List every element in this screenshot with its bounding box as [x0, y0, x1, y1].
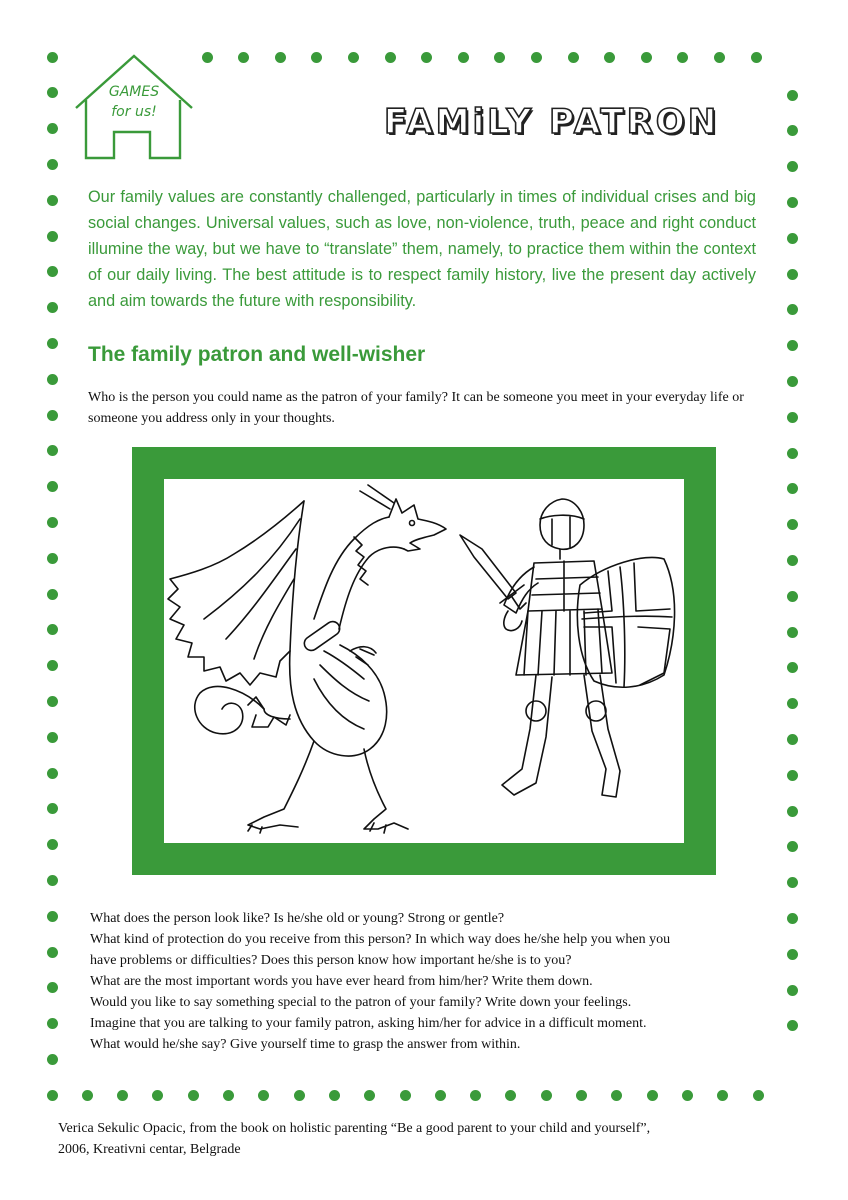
question-line: What would he/she say? Give yourself time to grasp the answer from within. — [90, 1037, 521, 1052]
patron-question: Who is the person you could name as the patron of your family? It can be someone you meet in your everyday life or someone you address only in your thoughts. — [88, 390, 744, 426]
logo-line-1: GAMES — [108, 84, 160, 100]
sword — [460, 535, 526, 609]
border-dot — [47, 374, 58, 385]
border-dot — [294, 1090, 305, 1101]
border-dot — [787, 591, 798, 602]
reflection-questions — [90, 908, 770, 1055]
border-dot — [47, 839, 58, 850]
border-dot — [47, 660, 58, 671]
border-dot — [576, 1090, 587, 1101]
border-dot — [787, 519, 798, 530]
border-dot — [258, 1090, 269, 1101]
border-dot — [400, 1090, 411, 1101]
border-dot — [787, 627, 798, 638]
border-dot — [385, 52, 396, 63]
border-dot — [47, 445, 58, 456]
border-dot — [611, 1090, 622, 1101]
border-dot — [348, 52, 359, 63]
border-dot — [787, 806, 798, 817]
border-dot — [47, 338, 58, 349]
border-dot — [787, 555, 798, 566]
border-dot — [714, 52, 725, 63]
source-credit — [58, 1118, 818, 1160]
border-dot — [787, 770, 798, 781]
border-dot — [47, 123, 58, 134]
question-line: Would you like to say something special to the patron of your family? Write down your feelings. — [90, 995, 632, 1010]
border-dot — [188, 1090, 199, 1101]
border-dot — [47, 589, 58, 600]
border-dot — [47, 768, 58, 779]
border-dot — [421, 52, 432, 63]
border-dot — [787, 913, 798, 924]
border-dot — [435, 1090, 446, 1101]
border-dot — [47, 803, 58, 814]
border-dot — [604, 52, 615, 63]
dragon-and-knight-illustration — [164, 479, 684, 843]
question-line: Imagine that you are talking to your family patron, asking him/her for advice in a difficult moment. — [90, 1016, 647, 1031]
border-dot — [47, 195, 58, 206]
credit-line-2: 2006, Kreativni centar, Belgrade — [58, 1142, 241, 1157]
question-line: What kind of protection do you receive from this person? In which way does he/she help you when you — [90, 932, 671, 947]
dragon-body — [195, 619, 408, 833]
border-dot — [787, 1020, 798, 1031]
border-dot — [275, 52, 286, 63]
border-dot — [787, 161, 798, 172]
border-dot — [787, 985, 798, 996]
border-dot — [787, 949, 798, 960]
border-dot — [458, 52, 469, 63]
border-dot — [647, 1090, 658, 1101]
border-dot — [82, 1090, 93, 1101]
border-dot — [47, 982, 58, 993]
border-dot — [47, 517, 58, 528]
border-dot — [505, 1090, 516, 1101]
intro-paragraph: Our family values are constantly challenged, particularly in times of individual crises and big social changes. Universal values, such as love, non-violence, truth, peace and right conduct illumine the way, but we have to “translate” them, namely, to practice them within the context of our daily living. The best attitude is to respect family history, live the present day actively and aim towards the future with responsibility. — [88, 188, 756, 310]
logo-line-2: for us! — [111, 104, 157, 120]
border-dot — [787, 125, 798, 136]
border-dot — [47, 1090, 58, 1101]
dragon-head — [314, 485, 446, 629]
border-dot — [787, 734, 798, 745]
border-dot — [47, 732, 58, 743]
knight — [502, 499, 620, 797]
border-dot — [787, 90, 798, 101]
border-dot — [47, 481, 58, 492]
border-dot — [717, 1090, 728, 1101]
border-dot — [787, 340, 798, 351]
dragon-wing — [168, 501, 304, 685]
border-dot — [787, 662, 798, 673]
border-dot — [47, 1054, 58, 1065]
border-dot — [787, 877, 798, 888]
border-dot — [47, 911, 58, 922]
border-dot — [47, 231, 58, 242]
border-dot — [682, 1090, 693, 1101]
border-dot — [47, 696, 58, 707]
border-dot — [364, 1090, 375, 1101]
credit-line-1: Verica Sekulic Opacic, from the book on holistic parenting “Be a good parent to your child and yourself”, — [58, 1121, 651, 1136]
border-dot — [47, 553, 58, 564]
border-dot — [117, 1090, 128, 1101]
border-dot — [787, 412, 798, 423]
games-for-us-logo — [72, 52, 196, 164]
border-dot — [311, 52, 322, 63]
border-dot — [329, 1090, 340, 1101]
border-dot — [541, 1090, 552, 1101]
border-dot — [470, 1090, 481, 1101]
border-dot — [787, 304, 798, 315]
border-dot — [47, 302, 58, 313]
border-dot — [47, 624, 58, 635]
border-dot — [568, 52, 579, 63]
border-dot — [47, 410, 58, 421]
border-dot — [787, 376, 798, 387]
border-dot — [753, 1090, 764, 1101]
border-dot — [531, 52, 542, 63]
border-dot — [47, 52, 58, 63]
shield — [577, 557, 674, 687]
border-dot — [47, 87, 58, 98]
border-dot — [152, 1090, 163, 1101]
page-title: FAMiLY PATRON — [384, 102, 720, 142]
border-dot — [47, 875, 58, 886]
border-dot — [787, 197, 798, 208]
border-dot — [641, 52, 652, 63]
border-dot — [787, 698, 798, 709]
question-line: What are the most important words you have ever heard from him/her? Write them down. — [90, 974, 593, 989]
border-dot — [787, 448, 798, 459]
border-dot — [47, 947, 58, 958]
border-dot — [787, 483, 798, 494]
border-dot — [223, 1090, 234, 1101]
border-dot — [47, 159, 58, 170]
border-dot — [47, 1018, 58, 1029]
border-dot — [787, 233, 798, 244]
question-line: What does the person look like? Is he/she old or young? Strong or gentle? — [90, 911, 505, 926]
question-line: have problems or difficulties? Does this person know how important he/she is to you? — [90, 953, 572, 968]
illustration-frame — [132, 447, 716, 875]
section-heading: The family patron and well-wisher — [88, 343, 426, 366]
border-dot — [787, 841, 798, 852]
border-dot — [677, 52, 688, 63]
border-dot — [494, 52, 505, 63]
border-dot — [47, 266, 58, 277]
border-dot — [751, 52, 762, 63]
border-dot — [787, 269, 798, 280]
border-dot — [238, 52, 249, 63]
border-dot — [202, 52, 213, 63]
